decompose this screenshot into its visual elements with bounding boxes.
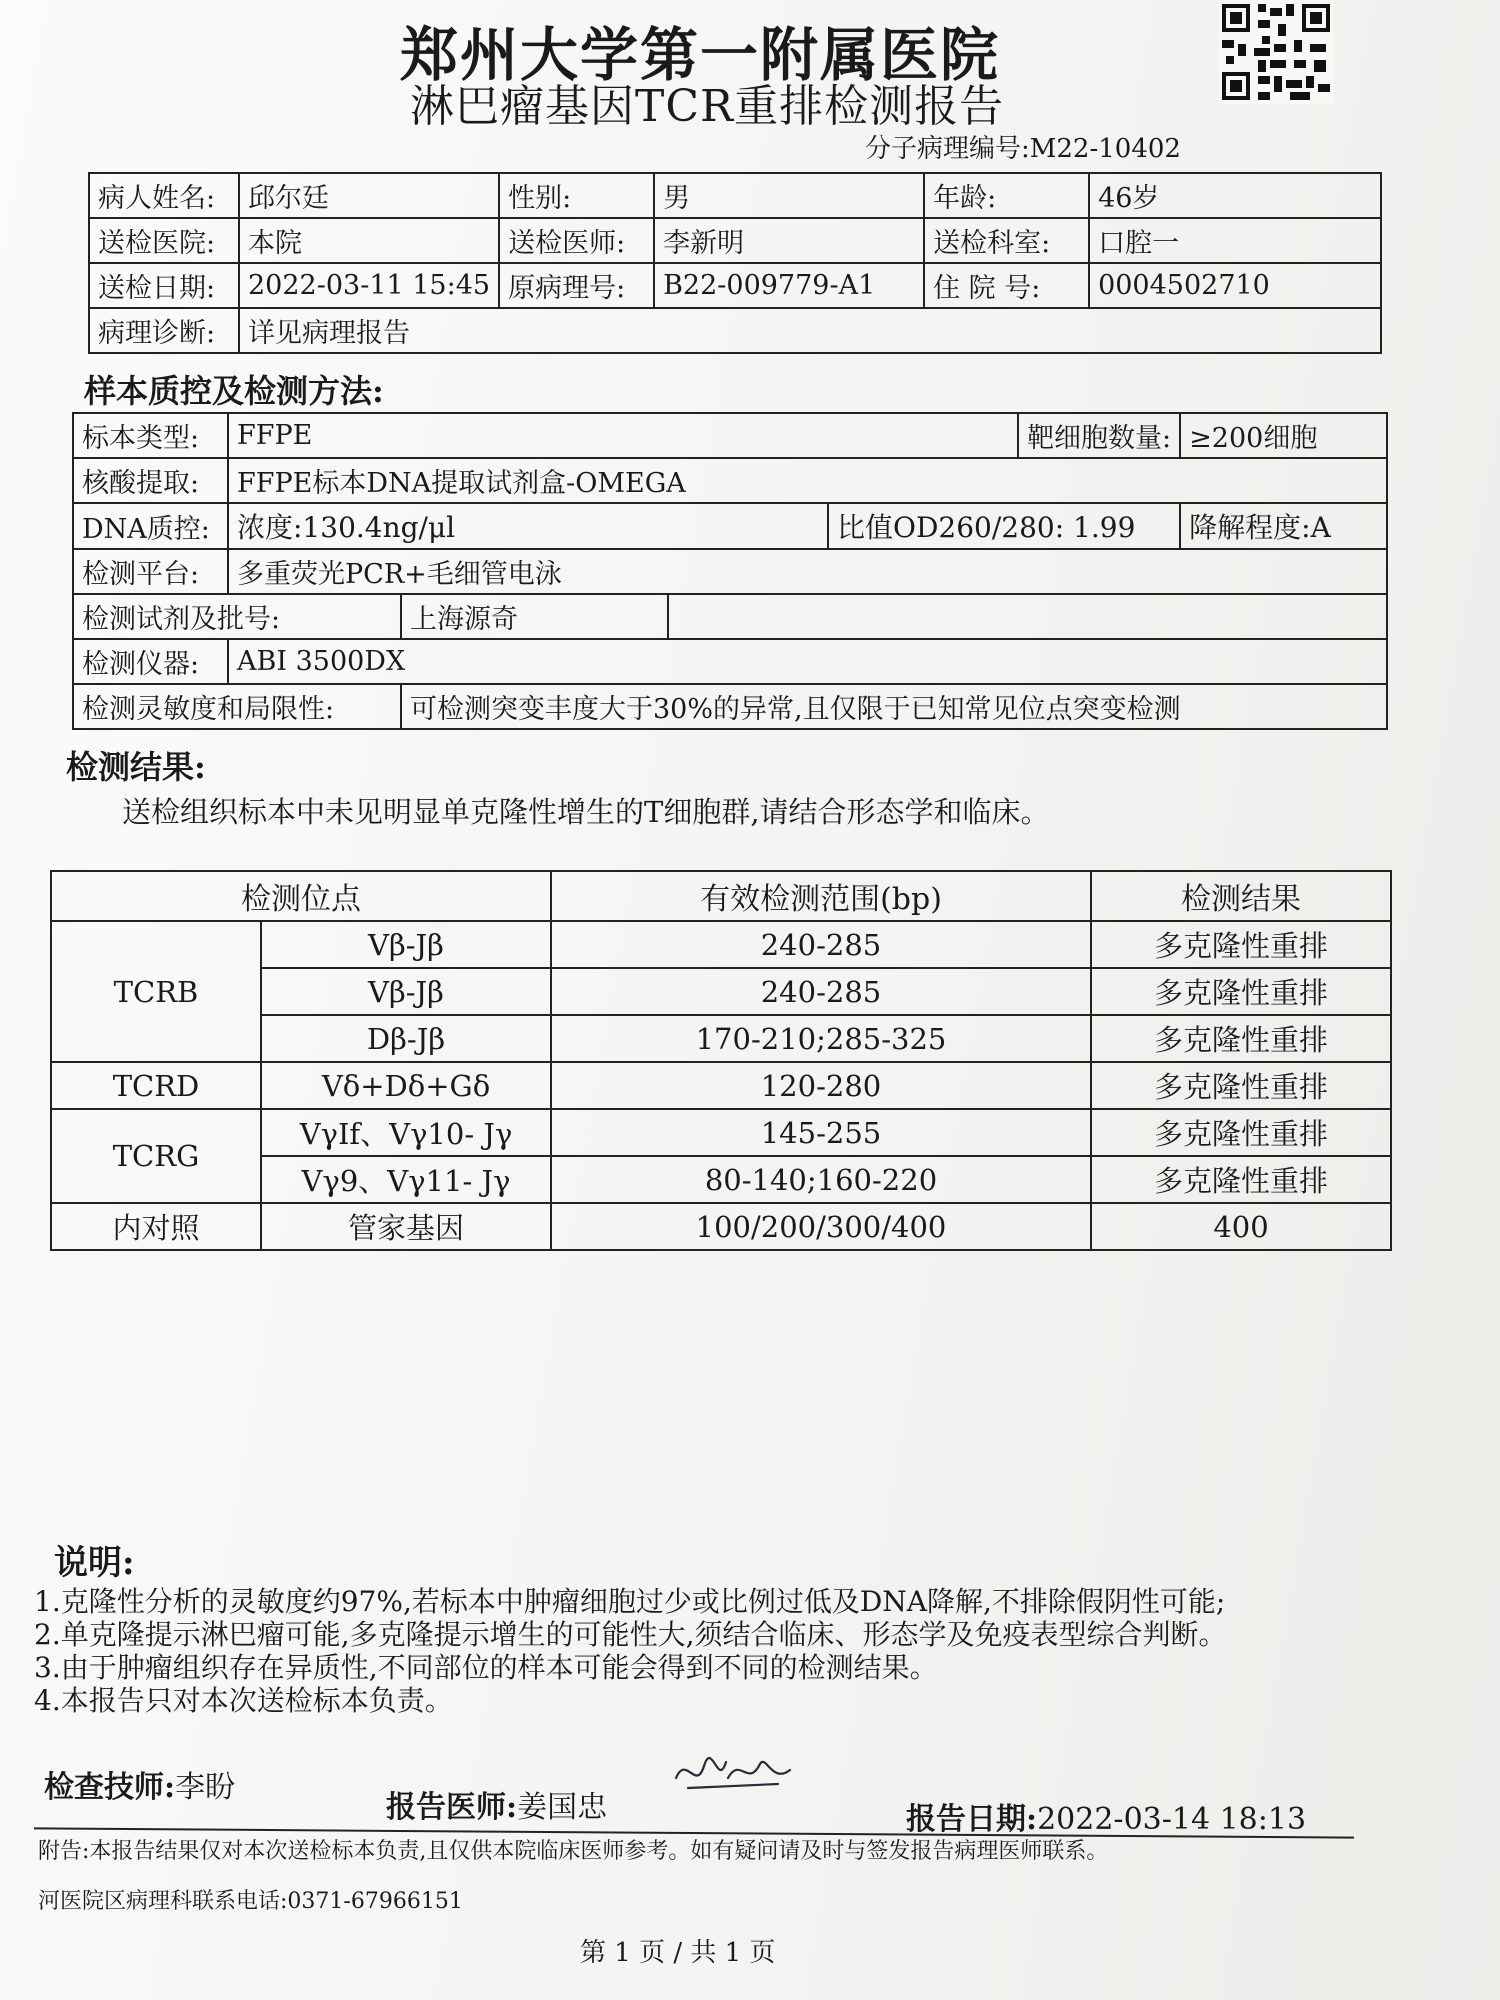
technician-name: 李盼 [175,1770,236,1805]
table-row [51,1109,1391,1156]
molecular-number-label: 分子病理编号: [865,134,1030,164]
result-conclusion: 送检组织标本中未见明显单克隆性增生的T细胞群,请结合形态学和临床。 [122,795,1050,829]
report-date [906,1794,1306,1838]
target-cells-label: 靶细胞数量: [1018,413,1180,458]
doctor-label: 送检医师: [499,218,654,263]
orig-no-label: 原病理号: [499,263,654,308]
header-range: 有效检测范围(bp) [551,871,1091,921]
site-cell: Dβ-Jβ [261,1015,551,1062]
diagnosis-value: 详见病理报告 [239,308,1381,353]
range-cell: 80-140;160-220 [551,1156,1091,1203]
table-row [51,1203,1391,1250]
doctor-signature [386,1782,607,1826]
report-doctor-label: 报告医师: [386,1790,518,1825]
site-cell: VγIf、Vγ10- Jγ [261,1109,551,1156]
inpatient-label: 住 院 号: [924,263,1089,308]
range-cell: 120-280 [551,1062,1091,1109]
result-table [50,870,1392,1251]
range-cell: 145-255 [551,1109,1091,1156]
sensitivity-value: 可检测突变丰度大于30%的异常,且仅限于已知常见位点突变检测 [410,694,1181,725]
dna-qc-label: DNA质控: [73,503,228,549]
qr-code-icon [1218,0,1334,104]
report-doctor-name: 姜国忠 [517,1790,608,1825]
site-cell: Vδ+Dδ+Gδ [261,1062,551,1109]
result-section-title: 检测结果: [66,748,206,786]
result-cell: 多克隆性重排 [1091,1062,1391,1109]
reagent-value: 上海源奇 [410,604,518,635]
orig-no-value: B22-009779-A1 [654,263,924,308]
result-cell: 多克隆性重排 [1091,1156,1391,1203]
group-tcrd: TCRD [51,1062,261,1109]
result-cell: 多克隆性重排 [1091,921,1391,968]
note-item: 1.克隆性分析的灵敏度约97%,若标本中肿瘤细胞过少或比例过低及DNA降解,不排除假阴性可能; [34,1585,1226,1618]
note-item: 3.由于肿瘤组织存在异质性,不同部位的样本可能会得到不同的检测结果。 [34,1651,938,1684]
report-date-value: 2022-03-14 18:13 [1037,1802,1307,1837]
date-value: 2022-03-11 15:45 [239,263,499,308]
dept-label: 送检科室: [924,218,1089,263]
diagnosis-label: 病理诊断: [89,308,239,353]
molecular-number-value: M22-10402 [1029,134,1181,164]
platform-label: 检测平台: [73,549,228,594]
note-item: 4.本报告只对本次送检标本负责。 [34,1684,453,1717]
hospital-value: 本院 [239,218,499,263]
range-cell: 240-285 [551,968,1091,1015]
result-header-row [51,871,1391,921]
result-cell: 多克隆性重排 [1091,1015,1391,1062]
contact-phone: 河医院区病理科联系电话:0371-67966151 [38,1889,463,1914]
age-value: 46岁 [1089,173,1381,218]
technician-label: 检查技师: [44,1770,176,1805]
header-result: 检测结果 [1091,871,1391,921]
qc-table [72,412,1388,730]
group-control: 内对照 [51,1203,261,1250]
patient-name: 邱尔廷 [239,173,499,218]
specimen-label: 标本类型: [73,413,228,458]
report-title: 淋巴瘤基因TCR重排检测报告 [410,81,1005,132]
range-cell: 240-285 [551,921,1091,968]
instrument-label: 检测仪器: [73,639,228,684]
platform-value: 多重荧光PCR+毛细管电泳 [228,549,1387,594]
table-row [51,1062,1391,1109]
header-site: 检测位点 [51,871,551,921]
hospital-label: 送检医院: [89,218,239,263]
doctor-value: 李新明 [654,218,924,263]
age-label: 年龄: [924,173,1089,218]
result-cell: 400 [1091,1203,1391,1250]
range-cell: 100/200/300/400 [551,1203,1091,1250]
sensitivity-row [73,684,1387,729]
extraction-value: FFPE标本DNA提取试剂盒-OMEGA [228,458,1387,503]
result-cell: 多克隆性重排 [1091,968,1391,1015]
notes-title: 说明: [54,1543,135,1583]
extraction-label: 核酸提取: [73,458,228,503]
site-cell: Vβ-Jβ [261,921,551,968]
reagent-row [73,594,668,639]
specimen-value: FFPE [228,413,1018,458]
concentration-value: 浓度:130.4ng/μl [228,503,828,549]
group-tcrb: TCRB [51,921,261,1062]
range-cell: 170-210;285-325 [551,1015,1091,1062]
patient-info-table [88,172,1382,354]
ratio-value: 比值OD260/280: 1.99 [828,503,1180,549]
group-tcrg: TCRG [51,1109,261,1203]
degradation-value: 降解程度:A [1180,503,1387,549]
dept-value: 口腔一 [1089,218,1381,263]
date-label: 送检日期: [89,263,239,308]
table-row [51,921,1391,968]
target-cells-value: ≥200细胞 [1180,413,1387,458]
page-number: 第 1 页 / 共 1 页 [580,1938,776,1968]
site-cell: 管家基因 [261,1203,551,1250]
report-date-label: 报告日期: [906,1802,1038,1837]
note-item: 2.单克隆提示淋巴瘤可能,多克隆提示增生的可能性大,须结合临床、形态学及免疫表型综合判断。 [34,1618,1227,1651]
sex-label: 性别: [499,173,654,218]
inpatient-value: 0004502710 [1089,263,1381,308]
reagent-label: 检测试剂及批号: [74,595,402,638]
instrument-value: ABI 3500DX [228,639,1387,684]
patient-name-label: 病人姓名: [89,173,239,218]
site-cell: Vβ-Jβ [261,968,551,1015]
sex-value: 男 [654,173,924,218]
technician-signature [44,1762,235,1806]
site-cell: Vγ9、Vγ11- Jγ [261,1156,551,1203]
attachment-note: 附告:本报告结果仅对本次送检标本负责,且仅供本院临床医师参考。如有疑问请及时与签发报告病理医师联系。 [38,1839,1109,1864]
qc-section-title: 样本质控及检测方法: [84,372,384,410]
molecular-number [865,128,1181,165]
handwritten-signature-icon [668,1748,798,1798]
hospital-name: 郑州大学第一附属医院 [400,21,1001,89]
result-cell: 多克隆性重排 [1091,1109,1391,1156]
sensitivity-label: 检测灵敏度和局限性: [74,685,402,728]
